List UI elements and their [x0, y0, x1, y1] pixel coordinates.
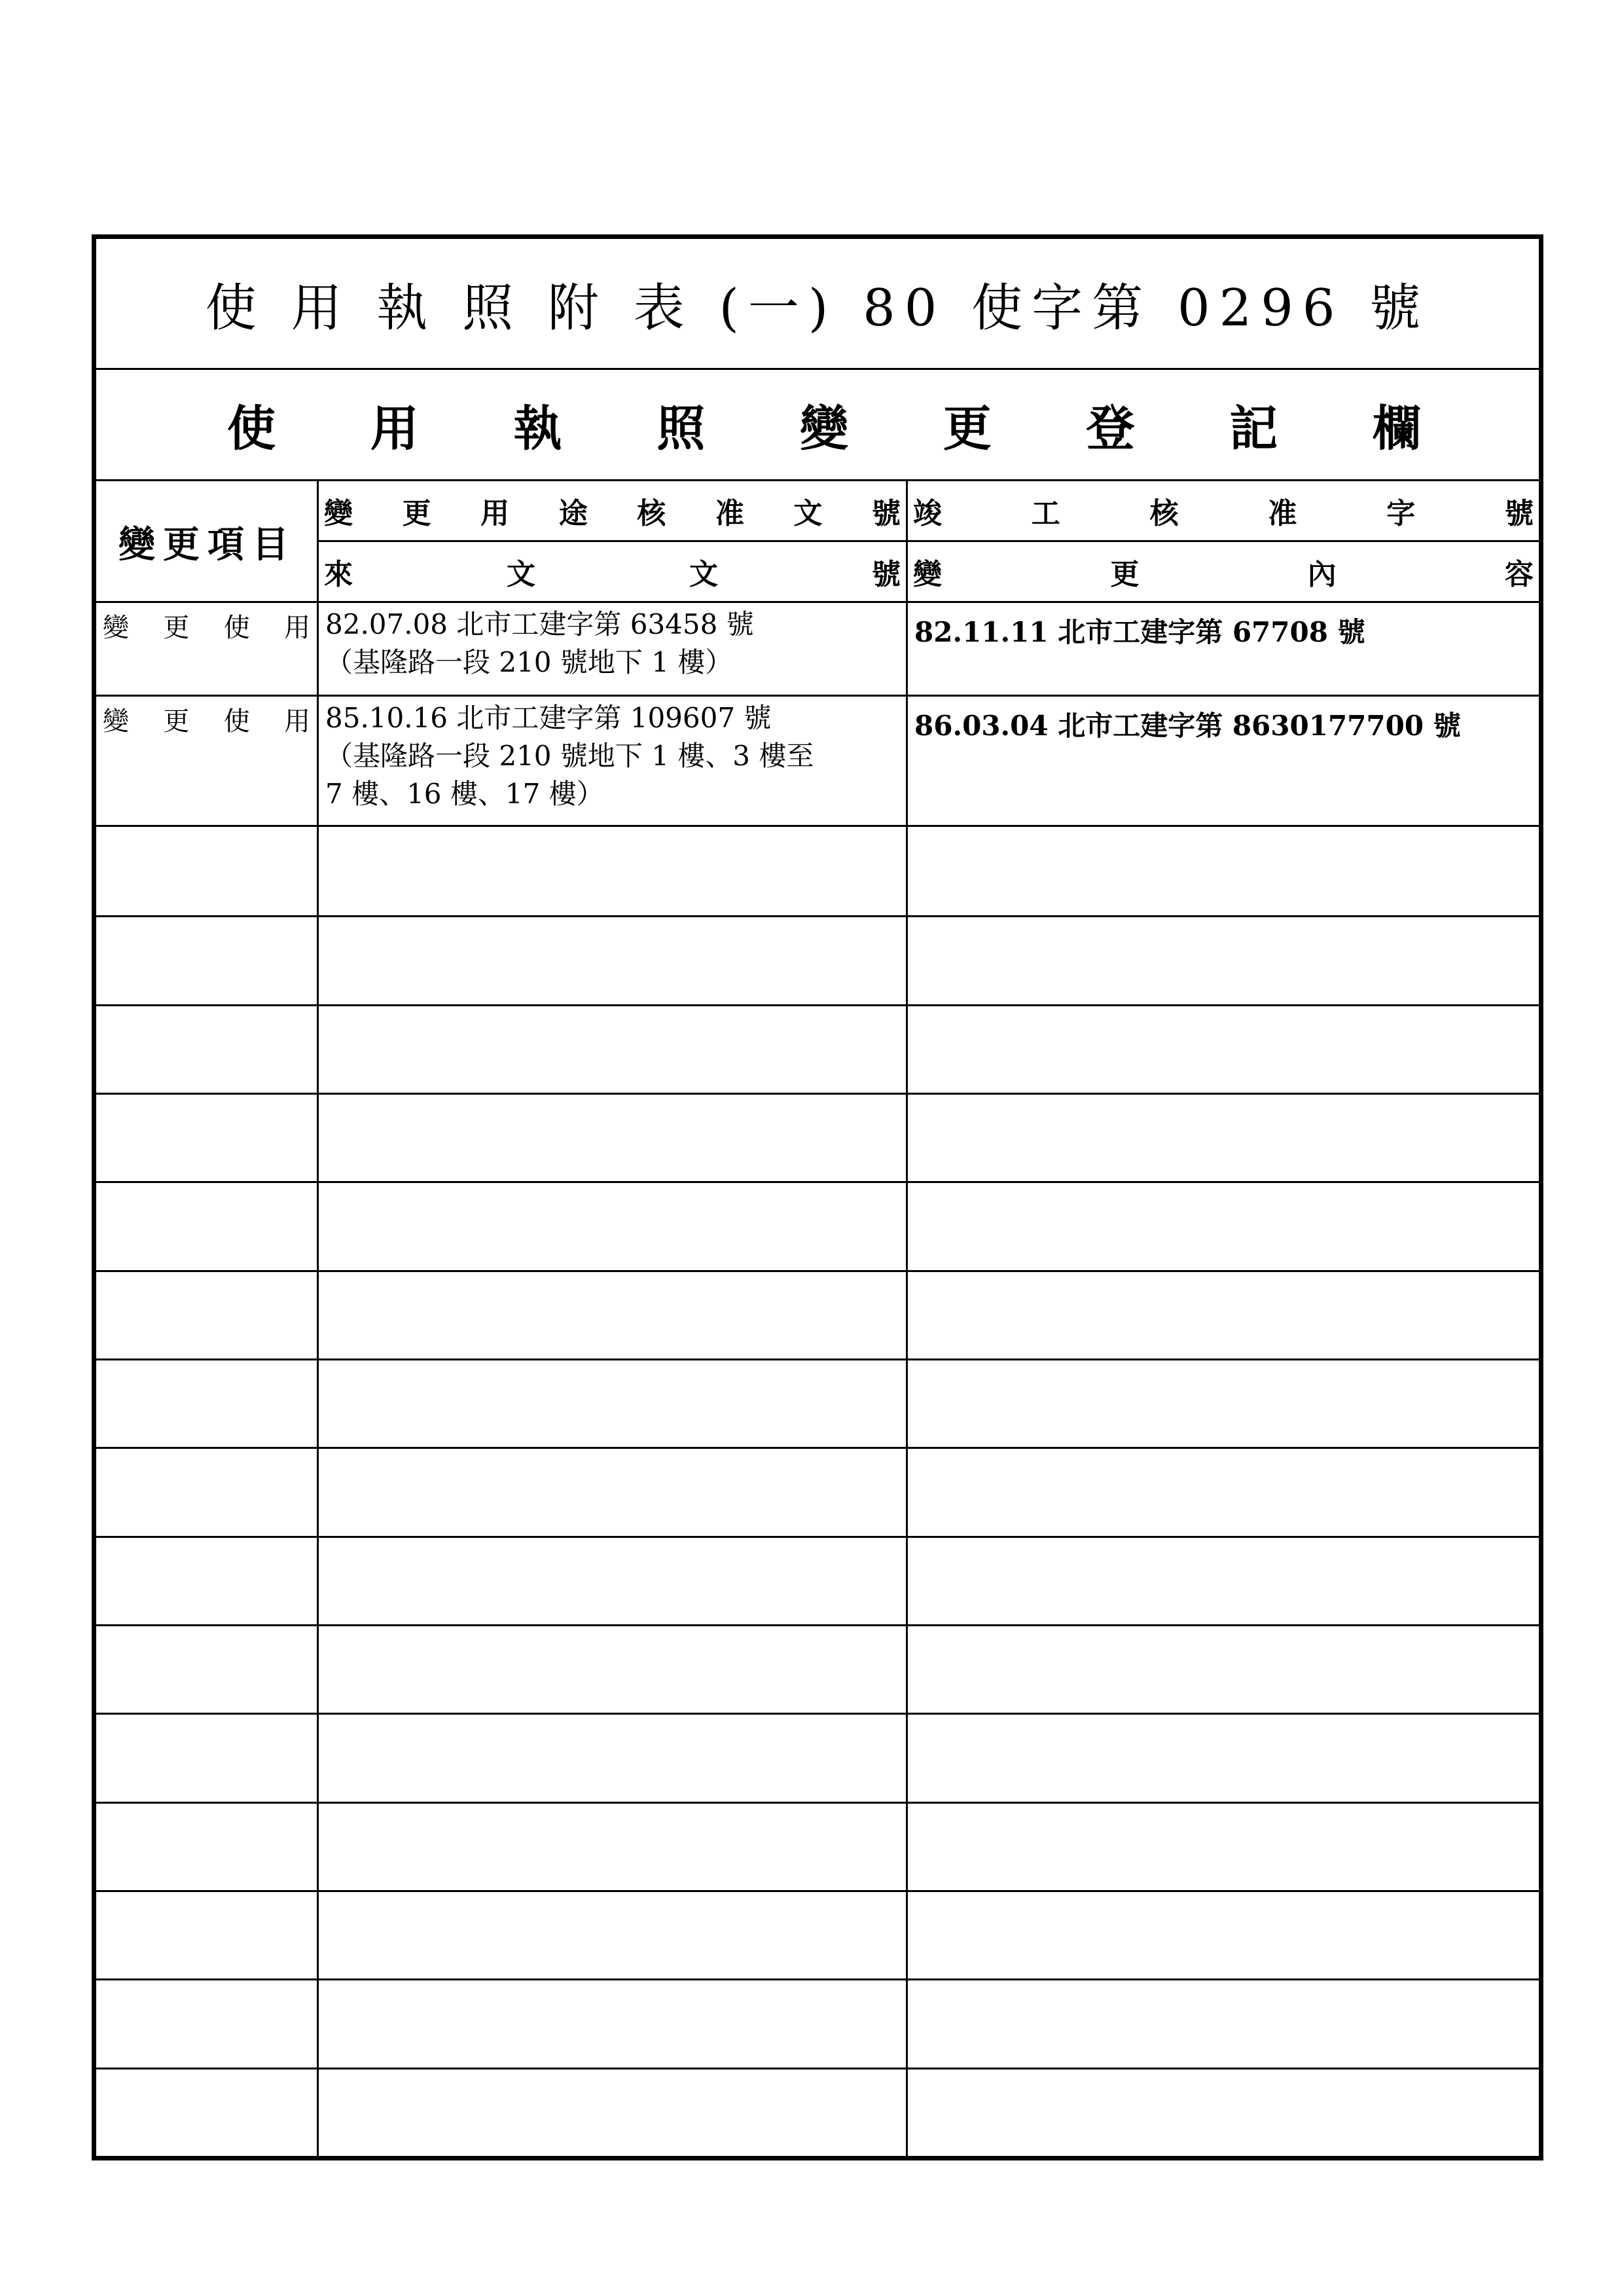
- row-1-completion: 82.11.11 北市工建字第 67708 號: [914, 616, 1365, 648]
- header-char: 字: [1386, 497, 1416, 530]
- title-row: [96, 239, 1539, 370]
- subtitle-char: 欄: [1373, 400, 1421, 457]
- empty-row-rule: [96, 1358, 1539, 1360]
- empty-row-rule: [96, 2068, 1539, 2069]
- header-char: 來: [324, 558, 353, 591]
- header-char: 工: [1031, 497, 1060, 530]
- empty-row-rule: [96, 1713, 1539, 1715]
- row-2-approval: [319, 697, 906, 825]
- header-char: 變: [913, 558, 942, 591]
- approval-line: 7 樓、16 樓、17 樓）: [325, 778, 604, 810]
- header-char: 號: [1504, 497, 1534, 530]
- subtitle-char: 記: [1229, 400, 1278, 457]
- certificate-table-frame: [92, 234, 1543, 2160]
- header-char: 核: [637, 497, 666, 530]
- approval-line: 82.07.08 北市工建字第 63458 號: [325, 608, 754, 640]
- item-char: 用: [283, 613, 310, 643]
- header-char: 號: [871, 497, 901, 530]
- row-1-approval: [319, 603, 906, 695]
- header-char: 變: [324, 497, 353, 530]
- empty-row-rule: [96, 1004, 1539, 1006]
- header-char: 更: [402, 497, 431, 530]
- header-char: 准: [1268, 497, 1297, 530]
- header-char: 竣: [913, 497, 942, 530]
- subtitle-char: 執: [513, 400, 562, 457]
- empty-row-rule: [96, 1978, 1539, 1980]
- subtitle-char: 登: [1086, 400, 1135, 457]
- subtitle-char: 變: [800, 400, 848, 457]
- item-char: 變: [103, 613, 129, 643]
- header-char: 號: [872, 558, 901, 591]
- change-content-header: [908, 542, 1539, 601]
- item-char: 更: [163, 613, 190, 643]
- subtitle-char: 更: [943, 400, 992, 457]
- approval-doc-header: [319, 481, 906, 540]
- row-2-completion: 86.03.04 北市工建字第 8630177700 號: [914, 710, 1461, 742]
- approval-line: 85.10.16 北市工建字第 109607 號: [325, 702, 772, 734]
- empty-row-rule: [96, 1536, 1539, 1538]
- change-item-header: 變更項目: [118, 523, 297, 566]
- empty-row-rule: [96, 1093, 1539, 1095]
- subtitle-char: 照: [656, 400, 706, 457]
- empty-row-rule: [96, 1624, 1539, 1626]
- empty-row-rule: [96, 1181, 1539, 1183]
- incoming-doc-header: [319, 542, 906, 601]
- empty-row-rule: [96, 1447, 1539, 1449]
- item-char: 用: [283, 706, 310, 737]
- header-char: 核: [1149, 497, 1179, 530]
- header-char: 內: [1307, 558, 1337, 591]
- empty-row-rule: [96, 1802, 1539, 1804]
- header-char: 容: [1504, 558, 1534, 591]
- subtitle-row: [96, 370, 1539, 481]
- header-char: 更: [1110, 558, 1140, 591]
- empty-row-rule: [96, 1270, 1539, 1272]
- empty-row-rule: [96, 915, 1539, 917]
- header-char: 文: [689, 558, 718, 591]
- approval-line: （基隆路一段 210 號地下 1 樓、3 樓至: [325, 740, 814, 772]
- subtitle-char: 使: [227, 400, 276, 457]
- row-rule: [96, 825, 1539, 827]
- row-2-item: [96, 697, 317, 825]
- item-char: 變: [103, 706, 129, 737]
- item-char: 使: [223, 613, 250, 643]
- completion-approval-header: [908, 481, 1539, 540]
- header-char: 准: [715, 497, 744, 530]
- empty-row-rule: [96, 1890, 1539, 1892]
- header-char: 文: [507, 558, 535, 591]
- item-char: 使: [223, 706, 250, 737]
- row-1-item: [96, 603, 317, 695]
- header-divider: [319, 540, 1539, 542]
- header-char: 文: [793, 497, 823, 530]
- subtitle-char: 用: [370, 400, 419, 457]
- approval-line: （基隆路一段 210 號地下 1 樓）: [325, 646, 733, 678]
- header-char: 用: [480, 497, 510, 530]
- page-title: 使 用 執 照 附 表 (一) 80 使字第 0296 號: [205, 278, 1430, 338]
- header-char: 途: [558, 497, 588, 530]
- item-char: 更: [163, 706, 190, 737]
